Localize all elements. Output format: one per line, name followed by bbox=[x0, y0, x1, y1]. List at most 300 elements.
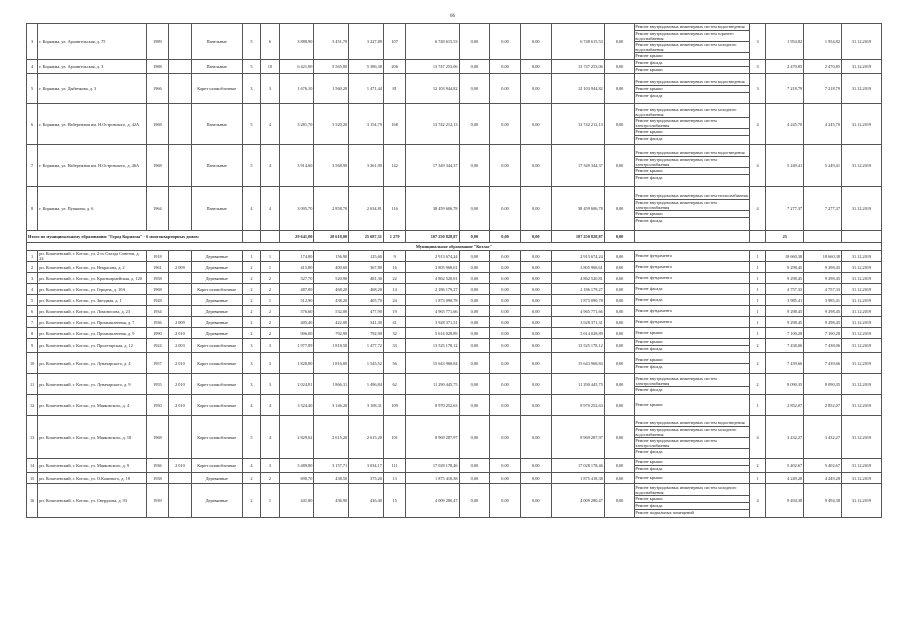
completion-date: 31.12.2019 bbox=[841, 104, 881, 145]
year-overhaul bbox=[169, 24, 192, 60]
year-overhaul: 2 010 bbox=[169, 353, 192, 374]
entrances: 4 bbox=[261, 416, 279, 459]
wall-material: Карпт шлакоблочные bbox=[191, 339, 242, 353]
unit-cost: 7 100,28 bbox=[766, 328, 804, 339]
table-row bbox=[27, 416, 882, 459]
year-built: 1939 bbox=[146, 484, 169, 518]
living-area: 416,40 bbox=[349, 484, 384, 518]
works-count: 2 bbox=[749, 339, 765, 353]
work-item: Ремонт фасада bbox=[635, 465, 750, 472]
work-item: Ремонт фундамента bbox=[635, 253, 672, 259]
unit-cost: 3 432,27 bbox=[766, 416, 804, 459]
fund-regional: 0,00 bbox=[490, 273, 521, 284]
total-area: 512,90 bbox=[279, 295, 314, 306]
total-cost: 4 009 280,47 bbox=[406, 484, 459, 518]
row-number: 4 bbox=[27, 60, 38, 74]
summary-v4: 1 279 bbox=[383, 231, 406, 243]
fund-local: 0,00 bbox=[520, 416, 551, 459]
work-item: Ремонт подвальных помещений bbox=[635, 509, 750, 516]
table-row bbox=[27, 317, 882, 328]
unit-cost-limit: 7 277,37 bbox=[804, 187, 842, 231]
work-item: Ремонт крыши bbox=[635, 402, 663, 408]
year-built: 1934 bbox=[146, 306, 169, 317]
fund-federal: 0,00 bbox=[459, 416, 490, 459]
table-row bbox=[27, 328, 882, 339]
row-number: 11 bbox=[27, 374, 38, 395]
fund-federal: 0,00 bbox=[459, 459, 490, 473]
living-area: 367,80 bbox=[349, 262, 384, 273]
unit-cost: 8 090,35 bbox=[766, 374, 804, 395]
row-number: 3 bbox=[27, 24, 38, 60]
fund-local: 0,00 bbox=[520, 74, 551, 104]
owners-funds: 8 970 252,63 bbox=[551, 395, 604, 416]
address-cell: рп. Кошелевский, г. Котлас, ул. Звездная, д. 1 bbox=[38, 295, 146, 306]
owners-funds: 8 969 287,97 bbox=[551, 416, 604, 459]
works-list bbox=[635, 317, 750, 328]
other-funds: 0,00 bbox=[604, 74, 635, 104]
work-item: Ремонт внутридомовых инженерных систем водоотведения bbox=[635, 24, 745, 29]
fund-regional: 0,00 bbox=[490, 484, 521, 518]
unit-cost: 1 954,82 bbox=[766, 24, 804, 60]
residents: 206 bbox=[383, 60, 406, 74]
works-count: 2 bbox=[749, 459, 765, 473]
total-area: 441,80 bbox=[279, 484, 314, 518]
fund-local: 0,00 bbox=[520, 284, 551, 295]
year-built: 1968 bbox=[146, 145, 169, 187]
fund-local: 0,00 bbox=[520, 262, 551, 273]
table-row bbox=[27, 306, 882, 317]
summary-v10: 0,00 bbox=[604, 231, 635, 243]
year-built: 1989 bbox=[146, 24, 169, 60]
floors: 2 bbox=[242, 484, 260, 518]
works-count: 1 bbox=[749, 473, 765, 484]
wall-material: Панельные bbox=[191, 60, 242, 74]
unit-cost: 18 660,38 bbox=[766, 251, 804, 262]
other-funds: 0,00 bbox=[604, 328, 635, 339]
year-built: 1955 bbox=[146, 374, 169, 395]
year-overhaul bbox=[169, 273, 192, 284]
work-item: Ремонт внутридомовых инженерных систем электроснабжения bbox=[635, 375, 717, 386]
fund-federal: 0,00 bbox=[459, 306, 490, 317]
entrances: 2 bbox=[261, 473, 279, 484]
works-list bbox=[635, 473, 750, 484]
unit-cost: 9 298,45 bbox=[766, 273, 804, 284]
wall-material: Карпт шлакоблочные bbox=[191, 395, 242, 416]
unit-cost: 5 249,41 bbox=[766, 145, 804, 187]
year-built: 1968 bbox=[146, 416, 169, 459]
living-area: 1 471,44 bbox=[349, 74, 384, 104]
unit-cost-limit: 7 439,66 bbox=[804, 353, 842, 374]
address-cell: рп. Кошелевский, г. Котлас, ул. Промышленная, д. 9 bbox=[38, 328, 146, 339]
living-area: 3 034,17 bbox=[349, 459, 384, 473]
wall-material: Деревянные bbox=[191, 306, 242, 317]
summary-v2: 28 618,00 bbox=[314, 231, 349, 243]
floors: 2 bbox=[242, 262, 260, 273]
unit-cost: 7 218,79 bbox=[766, 74, 804, 104]
premises-area: 400,60 bbox=[314, 262, 349, 273]
floors: 5 bbox=[242, 145, 260, 187]
floors: 3 bbox=[242, 74, 260, 104]
completion-date: 31.12.2019 bbox=[841, 187, 881, 231]
work-item: Ремонт внутридомовых инженерных систем горячего водоснабжения bbox=[635, 30, 750, 41]
residents: 24 bbox=[383, 295, 406, 306]
premises-area: 422,00 bbox=[314, 317, 349, 328]
residents: 109 bbox=[383, 395, 406, 416]
fund-local: 0,00 bbox=[520, 251, 551, 262]
residents: 56 bbox=[383, 353, 406, 374]
summary-v3: 25 687,31 bbox=[349, 231, 384, 243]
work-item: Ремонт внутридомовых инженерных систем электроснабжения bbox=[635, 117, 750, 128]
owners-funds: 3 928 371,31 bbox=[551, 317, 604, 328]
floors: 2 bbox=[242, 273, 260, 284]
living-area: 477,90 bbox=[349, 306, 384, 317]
floors: 2 bbox=[242, 284, 260, 295]
table-row bbox=[27, 24, 882, 60]
works-count: 1 bbox=[749, 273, 765, 284]
other-funds: 0,00 bbox=[604, 273, 635, 284]
fund-regional: 0,00 bbox=[490, 284, 521, 295]
residents: 41 bbox=[383, 317, 406, 328]
other-funds: 0,00 bbox=[604, 339, 635, 353]
year-overhaul: 2 010 bbox=[169, 459, 192, 473]
work-item: Ремонт фундамента bbox=[635, 308, 672, 314]
living-area: 3 154,79 bbox=[349, 104, 384, 145]
fund-federal: 0,00 bbox=[459, 339, 490, 353]
floors: 2 bbox=[242, 306, 260, 317]
total-area: 415,80 bbox=[279, 262, 314, 273]
work-item: Ремонт внутридомовых инженерных систем электроснабжения bbox=[635, 199, 750, 210]
summary-label: Итого по муниципальному образованию "Город Коряжма" - 6 многоквартирных домов: bbox=[27, 231, 243, 243]
unit-cost: 9 298,45 bbox=[766, 306, 804, 317]
completion-date: 31.12.2019 bbox=[841, 145, 881, 187]
total-cost: 13 525 178,12 bbox=[406, 339, 459, 353]
row-number: 8 bbox=[27, 187, 38, 231]
completion-date: 31.12.2019 bbox=[841, 473, 881, 484]
total-cost: 1 875 418,38 bbox=[406, 473, 459, 484]
work-item: Ремонт фасада bbox=[635, 448, 750, 455]
year-overhaul: 2 010 bbox=[169, 374, 192, 395]
fund-federal: 0,00 bbox=[459, 374, 490, 395]
other-funds: 0,00 bbox=[604, 374, 635, 395]
summary-v1: 29 641,00 bbox=[279, 231, 314, 243]
entrances: 1 bbox=[261, 251, 279, 262]
works-list bbox=[635, 145, 750, 187]
floors: 4 bbox=[242, 459, 260, 473]
residents: 62 bbox=[383, 374, 406, 395]
address-cell: г. Коряжма, ул. Архангельская, д. 3 bbox=[38, 60, 146, 74]
other-funds: 0,00 bbox=[604, 416, 635, 459]
year-overhaul: 2 009 bbox=[169, 262, 192, 273]
table-row bbox=[27, 273, 882, 284]
entrances: 3 bbox=[261, 339, 279, 353]
summary-v11 bbox=[635, 231, 750, 243]
address-cell: рп. Кошелевский, г. Котлас, ул. 2-го Съезда Советов, д. 24 bbox=[38, 251, 146, 262]
works-count: 3 bbox=[749, 74, 765, 104]
work-item: Ремонт фасада bbox=[635, 135, 750, 142]
year-overhaul bbox=[169, 251, 192, 262]
fund-federal: 0,00 bbox=[459, 284, 490, 295]
fund-local: 0,00 bbox=[520, 328, 551, 339]
living-area: 468,20 bbox=[349, 284, 384, 295]
municipality-heading-row bbox=[27, 243, 882, 251]
works-count: 4 bbox=[749, 104, 765, 145]
unit-cost-limit: 3 985,41 bbox=[804, 295, 842, 306]
row-number: 9 bbox=[27, 339, 38, 353]
unit-cost-limit: 2 470,85 bbox=[804, 60, 842, 74]
summary-row bbox=[27, 231, 882, 243]
work-item: Ремонт фундамента bbox=[635, 319, 672, 325]
year-built: 1968 bbox=[146, 104, 169, 145]
floors: 2 bbox=[242, 295, 260, 306]
total-area: 906,00 bbox=[279, 328, 314, 339]
works-list bbox=[635, 416, 750, 459]
fund-federal: 0,00 bbox=[459, 473, 490, 484]
works-count: 1 bbox=[749, 262, 765, 273]
completion-date: 31.12.2019 bbox=[841, 484, 881, 518]
entrances: 6 bbox=[261, 24, 279, 60]
unit-cost-limit: 5 402,67 bbox=[804, 459, 842, 473]
owners-funds: 11 290 445,75 bbox=[551, 374, 604, 395]
row-number: 5 bbox=[27, 295, 38, 306]
wall-material: Карпт шлакоблочные bbox=[191, 374, 242, 395]
owners-funds: 13 525 178,12 bbox=[551, 339, 604, 353]
fund-regional: 0,00 bbox=[490, 104, 521, 145]
total-cost: 8 969 287,97 bbox=[406, 416, 459, 459]
row-number: 13 bbox=[27, 416, 38, 459]
fund-regional: 0,00 bbox=[490, 339, 521, 353]
table-row bbox=[27, 251, 882, 262]
total-area: 6 421,90 bbox=[279, 60, 314, 74]
works-count: 1 bbox=[749, 284, 765, 295]
address-cell: г. Коряжма, ул. Набережная им. Н.Островского, д. 42А bbox=[38, 104, 146, 145]
year-built: 1918 bbox=[146, 251, 169, 262]
total-cost: 15 643 968,84 bbox=[406, 353, 459, 374]
entrances: 3 bbox=[261, 459, 279, 473]
unit-cost: 7 438,06 bbox=[766, 339, 804, 353]
floors: 3 bbox=[242, 374, 260, 395]
wall-material: Деревянные bbox=[191, 273, 242, 284]
work-item: Ремонт внутридомовых инженерных систем электроснабжения bbox=[635, 156, 750, 167]
works-count: 1 bbox=[749, 328, 765, 339]
unit-cost-limit: 9 298,45 bbox=[804, 273, 842, 284]
year-overhaul bbox=[169, 284, 192, 295]
address-cell: рп. Кошелевский, г. Котлас, ул. Пролетарская, д. 12 bbox=[38, 339, 146, 353]
entrances: 1 bbox=[261, 484, 279, 518]
living-area: 3 108,31 bbox=[349, 395, 384, 416]
total-area: 2 024,81 bbox=[279, 374, 314, 395]
premises-area: 1 816,00 bbox=[314, 353, 349, 374]
kotlas-rows bbox=[27, 251, 882, 518]
completion-date: 31.12.2019 bbox=[841, 353, 881, 374]
residents: 168 bbox=[383, 104, 406, 145]
completion-date: 31.12.2019 bbox=[841, 395, 881, 416]
living-area: 2 634,81 bbox=[349, 187, 384, 231]
year-overhaul bbox=[169, 306, 192, 317]
works-count: 1 bbox=[749, 317, 765, 328]
fund-regional: 0,00 bbox=[490, 459, 521, 473]
works-count: 1 bbox=[749, 295, 765, 306]
works-list bbox=[635, 60, 750, 74]
wall-material: Карпт шлакоблочные bbox=[191, 284, 242, 295]
year-overhaul bbox=[169, 60, 192, 74]
unit-cost-limit: 3 432,27 bbox=[804, 416, 842, 459]
work-item: Ремонт фасада bbox=[635, 217, 750, 224]
unit-cost-limit: 2 852,07 bbox=[804, 395, 842, 416]
works-list bbox=[635, 306, 750, 317]
fund-regional: 0,00 bbox=[490, 251, 521, 262]
unit-cost: 2 470,85 bbox=[766, 60, 804, 74]
summary-v9: 107 250 828,87 bbox=[551, 231, 604, 243]
completion-date: 31.12.2019 bbox=[841, 273, 881, 284]
works-list bbox=[635, 484, 750, 518]
completion-date: 31.12.2019 bbox=[841, 416, 881, 459]
summary-v12: 25 bbox=[766, 231, 804, 243]
table-row bbox=[27, 484, 882, 518]
works-list bbox=[635, 459, 750, 473]
work-item: Ремонт фасада bbox=[635, 60, 663, 66]
completion-date: 31.12.2019 bbox=[841, 306, 881, 317]
completion-date: 31.12.2019 bbox=[841, 284, 881, 295]
row-number: 5 bbox=[27, 74, 38, 104]
unit-cost: 7 277,37 bbox=[766, 187, 804, 231]
year-built: 1928 bbox=[146, 295, 169, 306]
summary-block bbox=[27, 231, 882, 251]
residents: 33 bbox=[383, 339, 406, 353]
row-number: 7 bbox=[27, 317, 38, 328]
total-area: 405,40 bbox=[279, 317, 314, 328]
other-funds: 0,00 bbox=[604, 306, 635, 317]
address-cell: рп. Кошелевский, г. Котлас, ул. О.Кошевого, д. 18 bbox=[38, 473, 146, 484]
fund-regional: 0,00 bbox=[490, 328, 521, 339]
total-cost: 12 103 944,82 bbox=[406, 74, 459, 104]
total-area: 527,70 bbox=[279, 273, 314, 284]
works-list bbox=[635, 273, 750, 284]
row-number: 4 bbox=[27, 284, 38, 295]
unit-cost: 9 298,45 bbox=[766, 262, 804, 273]
total-cost: 38 459 606,78 bbox=[406, 187, 459, 231]
year-built: 1966 bbox=[146, 74, 169, 104]
table-row bbox=[27, 473, 882, 484]
municipality-heading: Муниципальное образование "Котлас" bbox=[27, 243, 882, 251]
completion-date: 31.12.2019 bbox=[841, 262, 881, 273]
residents: 13 bbox=[383, 473, 406, 484]
unit-cost: 5 402,67 bbox=[766, 459, 804, 473]
unit-cost-limit: 7 218,79 bbox=[804, 74, 842, 104]
address-cell: г. Коряжма, ул. Архангельская, д. 75 bbox=[38, 24, 146, 60]
works-count: 1 bbox=[749, 251, 765, 262]
year-built: 1964 bbox=[146, 187, 169, 231]
fund-regional: 0,00 bbox=[490, 295, 521, 306]
fund-federal: 0,00 bbox=[459, 145, 490, 187]
premises-area: 1 560,20 bbox=[314, 74, 349, 104]
work-item: Ремонт внутридомовых инженерных систем холодного водоснабжения bbox=[635, 106, 737, 117]
living-area: 2 615,20 bbox=[349, 416, 384, 459]
total-cost: 4 965 771,66 bbox=[406, 306, 459, 317]
residents: 19 bbox=[383, 306, 406, 317]
wall-material: Панельные bbox=[191, 187, 242, 231]
owners-funds: 17 349 344,37 bbox=[551, 145, 604, 187]
table-row bbox=[27, 187, 882, 231]
entrances: 1 bbox=[261, 295, 279, 306]
fund-local: 0,00 bbox=[520, 273, 551, 284]
fund-regional: 0,00 bbox=[490, 187, 521, 231]
fund-local: 0,00 bbox=[520, 60, 551, 74]
year-overhaul bbox=[169, 295, 192, 306]
work-item: Ремонт внутридомовых инженерных систем водоотведения bbox=[635, 78, 745, 84]
row-number: 10 bbox=[27, 353, 38, 374]
work-item: Ремонт внутридомовых инженерных систем холодного водоснабжения bbox=[635, 426, 750, 437]
work-item: Ремонт внутридомовых инженерных систем электроснабжения bbox=[635, 437, 750, 448]
year-overhaul bbox=[169, 484, 192, 518]
residents: 14 bbox=[383, 284, 406, 295]
table-row bbox=[27, 295, 882, 306]
work-item: Ремонт фундамента bbox=[635, 264, 672, 270]
fund-federal: 0,00 bbox=[459, 24, 490, 60]
unit-cost-limit: 4 245,70 bbox=[804, 104, 842, 145]
total-area: 487,00 bbox=[279, 284, 314, 295]
works-list bbox=[635, 284, 750, 295]
summary-v5: 107 250 828,87 bbox=[406, 231, 459, 243]
living-area: 405,70 bbox=[349, 295, 384, 306]
fund-regional: 0,00 bbox=[490, 353, 521, 374]
other-funds: 0,00 bbox=[604, 262, 635, 273]
living-area: 1 477,72 bbox=[349, 339, 384, 353]
entrances: 2 bbox=[261, 273, 279, 284]
premises-area: 3 157,71 bbox=[314, 459, 349, 473]
owners-funds: 2 913 674,24 bbox=[551, 251, 604, 262]
residents: 101 bbox=[383, 416, 406, 459]
works-list bbox=[635, 251, 750, 262]
other-funds: 0,00 bbox=[604, 295, 635, 306]
work-item: Ремонт внутридомовых инженерных систем холодного водоснабжения bbox=[635, 41, 750, 52]
works-count: 3 bbox=[749, 60, 765, 74]
year-built: 1961 bbox=[146, 262, 169, 273]
fund-federal: 0,00 bbox=[459, 395, 490, 416]
owners-funds: 13 742 212,13 bbox=[551, 104, 604, 145]
address-cell: рп. Кошелевский, г. Котлас, ул. Луначарского, д. 4 bbox=[38, 353, 146, 374]
work-item: Ремонт фасада bbox=[635, 363, 750, 370]
fund-federal: 0,00 bbox=[459, 262, 490, 273]
year-built: 1936 bbox=[146, 459, 169, 473]
work-item: Ремонт крыши bbox=[635, 167, 750, 174]
row-number: 8 bbox=[27, 328, 38, 339]
work-item: Ремонт крыши bbox=[635, 475, 663, 481]
wall-material: Карпт шлакоблочные bbox=[191, 459, 242, 473]
other-funds: 0,00 bbox=[604, 284, 635, 295]
total-cost: 3 805 968,61 bbox=[406, 262, 459, 273]
completion-date: 31.12.2019 bbox=[841, 251, 881, 262]
year-built: 1924 bbox=[146, 339, 169, 353]
row-number: 3 bbox=[27, 273, 38, 284]
row-number: 14 bbox=[27, 459, 38, 473]
entrances: 4 bbox=[261, 187, 279, 231]
address-cell: рп. Кошелевский, г. Котлас, ул. Герцена, д. 10А bbox=[38, 284, 146, 295]
fund-local: 0,00 bbox=[520, 374, 551, 395]
completion-date: 31.12.2019 bbox=[841, 317, 881, 328]
unit-cost-limit: 8 090,35 bbox=[804, 374, 842, 395]
works-count: 2 bbox=[749, 374, 765, 395]
address-cell: г. Коряжма, ул. Набережная им. Н.Островского, д. 46А bbox=[38, 145, 146, 187]
fund-local: 0,00 bbox=[520, 353, 551, 374]
residents: 32 bbox=[383, 328, 406, 339]
capital-repair-table bbox=[26, 23, 882, 518]
wall-material: Карпт шлакоблочные bbox=[191, 74, 242, 104]
unit-cost-limit: 7 438,06 bbox=[804, 339, 842, 353]
owners-funds: 5 614 028,89 bbox=[551, 328, 604, 339]
premises-area: 2 858,70 bbox=[314, 187, 349, 231]
entrances: 3 bbox=[261, 353, 279, 374]
wall-material: Деревянные bbox=[191, 484, 242, 518]
